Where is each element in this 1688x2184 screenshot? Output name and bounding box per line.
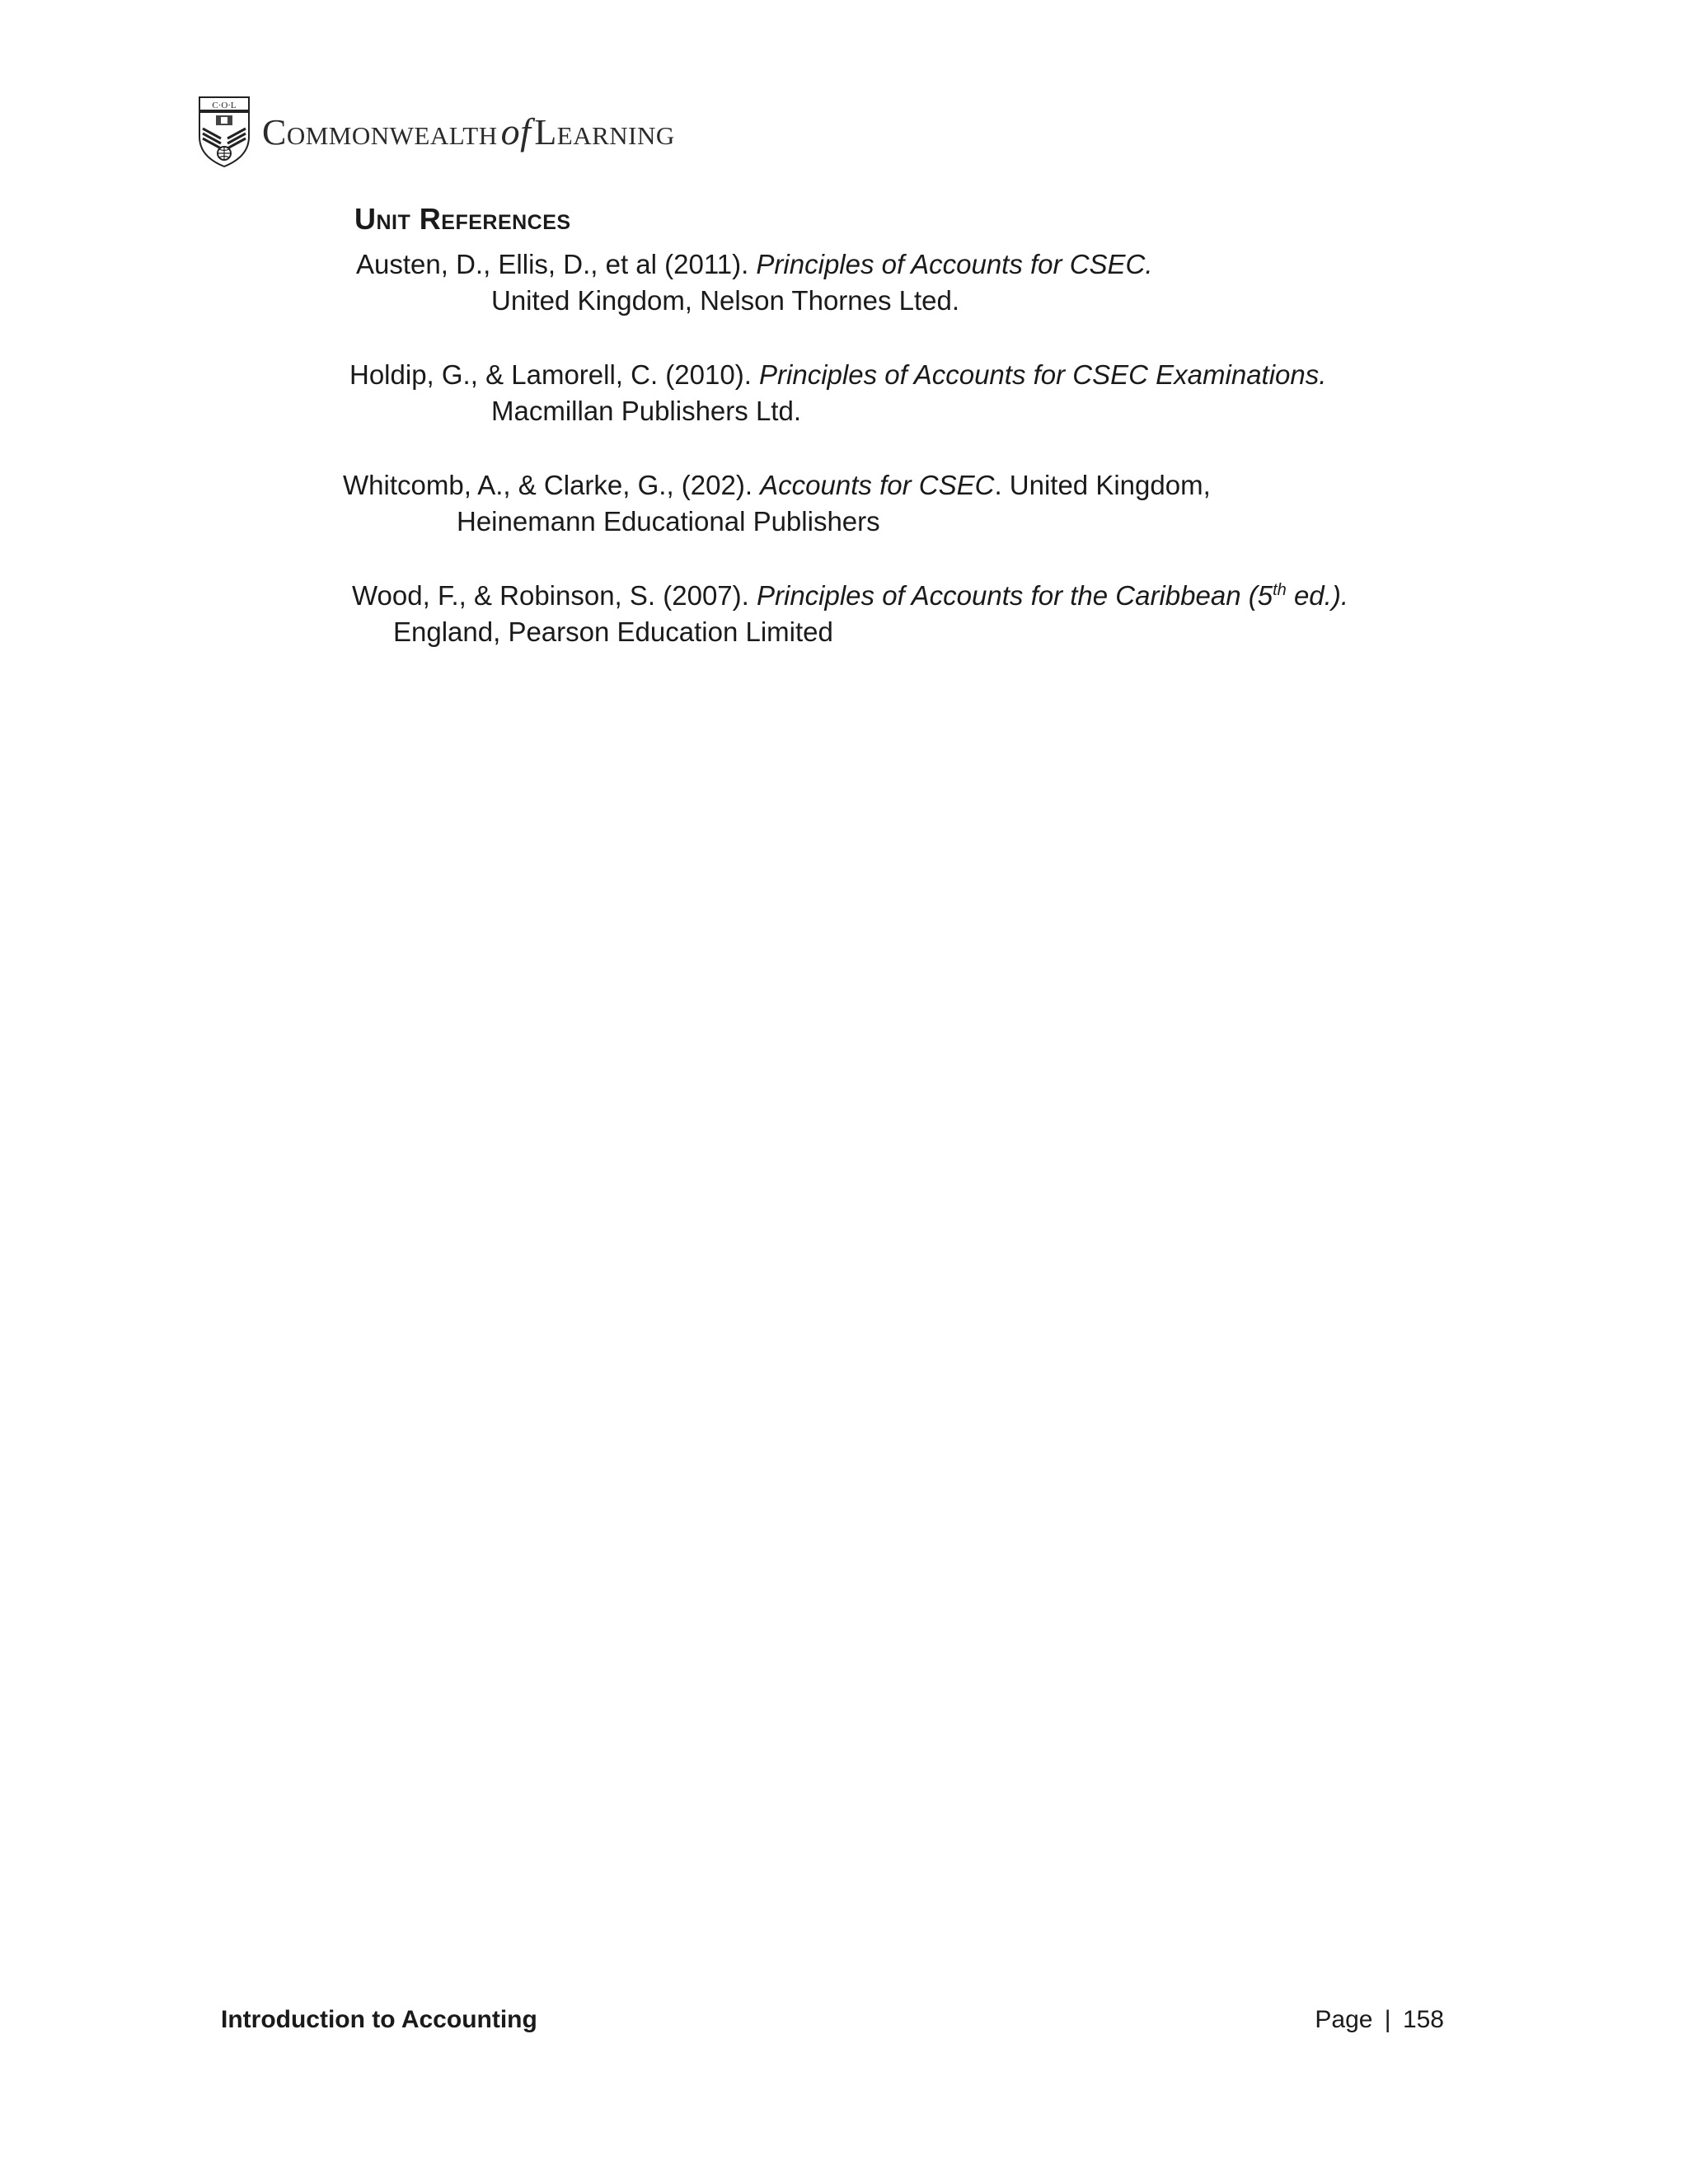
reference-authors: Austen, D., Ellis, D., et al (2011).: [356, 249, 757, 279]
reference-publisher: United Kingdom, Nelson Thornes Lted.: [491, 285, 960, 316]
col-crest-icon: [196, 96, 252, 168]
footer-page-number: 158: [1402, 2006, 1444, 2033]
org-name-part1: Commonwealth: [262, 112, 498, 152]
reference-publisher: Macmillan Publishers Ltd.: [491, 396, 801, 426]
reference-entry: [349, 357, 1326, 429]
reference-title-main: Principles of Accounts for the Caribbean (5: [756, 580, 1273, 611]
reference-first-line: [343, 467, 1211, 504]
reference-after-title: . United Kingdom,: [994, 470, 1211, 500]
reference-entry: [356, 246, 1153, 319]
footer-separator: |: [1384, 2006, 1391, 2033]
footer-book-title: Introduction to Accounting: [221, 2006, 537, 2033]
reference-publisher: Heinemann Educational Publishers: [457, 506, 880, 537]
footer-page-label: Page: [1315, 2006, 1373, 2033]
reference-entry: [352, 578, 1348, 650]
reference-title-end: ed.).: [1286, 580, 1348, 611]
reference-publisher: England, Pearson Education Limited: [393, 616, 833, 647]
reference-authors: Whitcomb, A., & Clarke, G., (202).: [343, 470, 761, 500]
reference-first-line: [352, 578, 1348, 614]
reference-first-line: [349, 357, 1326, 393]
org-name-part2: Learning: [534, 112, 675, 152]
reference-first-line: [356, 246, 1153, 283]
reference-title: Principles of Accounts for CSEC Examinations.: [759, 359, 1327, 390]
reference-title-sup: th: [1273, 581, 1287, 599]
reference-entry: [343, 467, 1211, 540]
organization-name: [262, 110, 675, 152]
header-logo: [196, 96, 675, 168]
reference-authors: Wood, F., & Robinson, S. (2007).: [352, 580, 757, 611]
logo-badge-text: C·O·L: [212, 101, 237, 110]
section-heading: Unit References: [354, 202, 571, 236]
reference-title: [757, 580, 1348, 611]
org-name-of: of: [500, 110, 532, 152]
reference-title: Accounts for CSEC: [760, 470, 995, 500]
reference-title: Principles of Accounts for CSEC.: [756, 249, 1153, 279]
reference-authors: Holdip, G., & Lamorell, C. (2010).: [349, 359, 760, 390]
footer-page-info: [1315, 2006, 1444, 2034]
